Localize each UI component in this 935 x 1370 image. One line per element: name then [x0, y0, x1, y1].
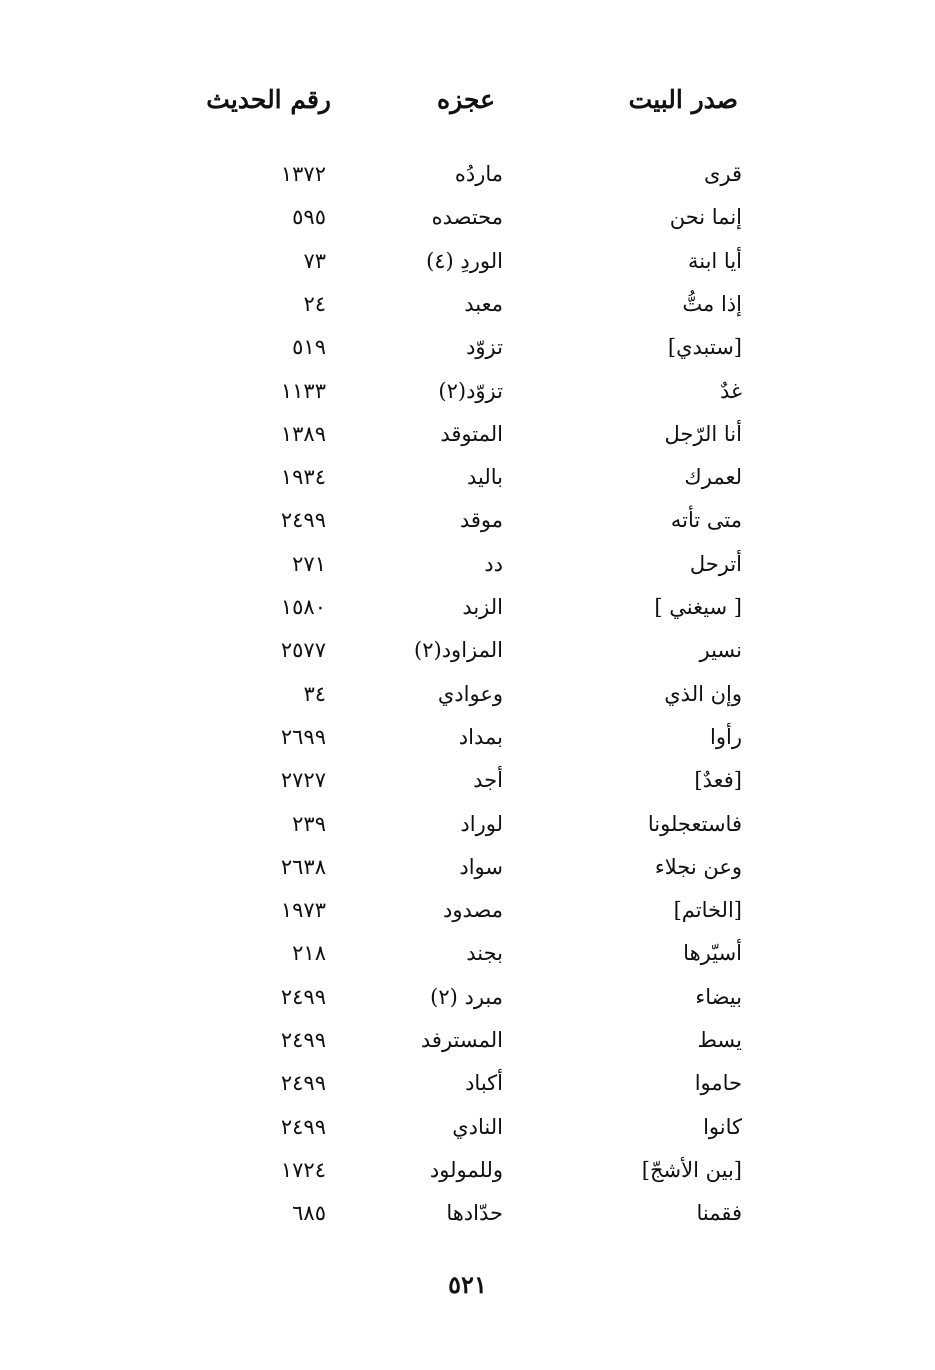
hadith-number-cell: ١٥٨٠: [280, 595, 326, 619]
table-row: [0, 153, 935, 196]
hadith-number-cell: ١١٣٣: [280, 378, 326, 403]
verse-end-cell: الزبد: [462, 595, 503, 619]
table-row: [0, 413, 935, 456]
table-row: [0, 370, 935, 413]
table-row: [0, 543, 935, 586]
hadith-number-cell: ٢٦٩٩: [280, 724, 326, 749]
table-row: [0, 1149, 935, 1192]
table-row: [0, 1019, 935, 1062]
table-row: [0, 499, 935, 542]
verse-end-cell: المزاود(٢): [414, 638, 503, 663]
table-row: [0, 889, 935, 932]
verse-start-cell: أترحل: [689, 551, 742, 576]
hadith-number-cell: ١٩٣٤: [280, 465, 326, 490]
hadith-number-cell: ٢٣٩: [292, 811, 326, 836]
hadith-number-cell: ٦٨٥: [292, 1201, 326, 1226]
verse-end-cell: لوراد: [460, 811, 503, 836]
verse-end-cell: وعوادي: [437, 681, 503, 706]
verse-end-cell: معبد: [464, 291, 503, 316]
hadith-number-cell: ٢٥٧٧: [280, 638, 326, 663]
table-row: [0, 196, 935, 239]
hadith-number-cell: ٣٤: [303, 681, 326, 706]
verse-start-cell: قرى: [703, 162, 742, 186]
verse-end-cell: تزوّد(٢): [438, 378, 503, 403]
table-row: [0, 976, 935, 1019]
verse-start-cell: أنا الرّجل: [664, 421, 742, 446]
hadith-number-cell: ١٧٢٤: [280, 1157, 326, 1182]
table-row: [0, 716, 935, 759]
verse-end-cell: الوردِ (٤): [426, 248, 503, 273]
verse-start-cell: إذا متُّ: [682, 291, 742, 316]
verse-end-cell: دد: [484, 551, 503, 576]
hadith-number-cell: ٢٤٩٩: [280, 1071, 326, 1096]
hadith-number-cell: ٥٩٥: [292, 205, 326, 230]
verse-start-cell: غدٌ: [719, 378, 742, 403]
verse-end-cell: النادي: [452, 1114, 503, 1139]
table-row: [0, 1192, 935, 1235]
verse-start-cell: فاستعجلونا: [647, 811, 742, 836]
verse-start-cell: وإن الذي: [664, 681, 742, 706]
verse-start-cell: متى تأته: [670, 508, 742, 533]
hadith-number-cell: ٢١٨: [292, 941, 326, 966]
table-row: [0, 1062, 935, 1105]
verse-end-cell: تزوّد: [466, 335, 503, 360]
table-row: [0, 846, 935, 889]
hadith-number-cell: ٥١٩: [292, 335, 326, 360]
header-verse-start: صدر البيت: [628, 85, 738, 114]
hadith-number-cell: ٢٤: [303, 291, 326, 316]
header-verse-end: عجزه: [437, 85, 495, 114]
verse-end-cell: المسترفد: [420, 1028, 503, 1052]
table-row: [0, 586, 935, 629]
hadith-number-cell: ١٣٨٩: [280, 421, 326, 446]
table-row: [0, 759, 935, 802]
table-row: [0, 326, 935, 369]
verse-end-cell: باليد: [466, 465, 503, 490]
verse-end-cell: موقد: [459, 508, 503, 533]
verse-start-cell: أيا ابنة: [687, 248, 742, 273]
hadith-number-cell: ١٣٧٢: [280, 162, 326, 186]
table-row: [0, 803, 935, 846]
verse-end-cell: بمداد: [458, 724, 503, 749]
table-row: [0, 240, 935, 283]
table-row: [0, 456, 935, 499]
hadith-number-cell: ٢٤٩٩: [280, 508, 326, 533]
verse-end-cell: أكباد: [465, 1071, 503, 1096]
verse-start-cell: إنما نحن: [669, 205, 742, 230]
verse-start-cell: نسير: [699, 638, 742, 663]
table-row: [0, 673, 935, 716]
table-row: [0, 283, 935, 326]
verse-start-cell: [فعدٌ]: [694, 768, 742, 793]
verse-end-cell: المتوقد: [440, 421, 503, 446]
verse-start-cell: رأوا: [710, 724, 742, 749]
verse-start-cell: [بين الأشجّ]: [641, 1157, 742, 1182]
verse-end-cell: مبرد (٢): [430, 984, 503, 1009]
verse-start-cell: لعمرك: [684, 465, 742, 490]
verse-start-cell: وعن نجلاء: [654, 854, 742, 879]
hadith-number-cell: ٧٣: [303, 248, 326, 273]
verse-end-cell: محتصده: [431, 205, 503, 230]
hadith-number-cell: ٢٧١: [292, 551, 326, 576]
verse-end-cell: مصدود: [443, 898, 503, 923]
table-row: [0, 629, 935, 672]
verse-start-cell: يسط: [697, 1028, 742, 1052]
hadith-number-cell: ٢٧٢٧: [280, 768, 326, 793]
verse-end-cell: بجند: [466, 941, 503, 966]
header-hadith-number: رقم الحديث: [206, 85, 331, 114]
verse-start-cell: فقمنا: [696, 1201, 742, 1226]
hadith-number-cell: ٢٤٩٩: [280, 984, 326, 1009]
verse-start-cell: [الخاتم]: [673, 898, 742, 923]
verse-end-cell: ماردُه: [454, 162, 503, 186]
page-number: ٥٢١: [448, 1270, 487, 1299]
table-row: [0, 932, 935, 975]
hadith-number-cell: ١٩٧٣: [280, 898, 326, 923]
hadith-number-cell: ٢٤٩٩: [280, 1028, 326, 1052]
verse-end-cell: أجد: [473, 768, 503, 793]
verse-start-cell: [ستبدي]: [667, 335, 742, 360]
verse-start-cell: أسيّرها: [683, 941, 742, 966]
verse-start-cell: بيضاء: [695, 984, 742, 1009]
verse-end-cell: حدّادها: [446, 1201, 503, 1226]
hadith-number-cell: ٢٤٩٩: [280, 1114, 326, 1139]
verse-start-cell: حاموا: [694, 1071, 742, 1096]
verse-start-cell: كانوا: [703, 1114, 742, 1139]
table-row: [0, 1106, 935, 1149]
verse-start-cell: [ سيغني ]: [654, 595, 742, 619]
verse-end-cell: سواد: [459, 854, 503, 879]
verse-end-cell: وللمولود: [429, 1157, 503, 1182]
hadith-number-cell: ٢٦٣٨: [280, 854, 326, 879]
